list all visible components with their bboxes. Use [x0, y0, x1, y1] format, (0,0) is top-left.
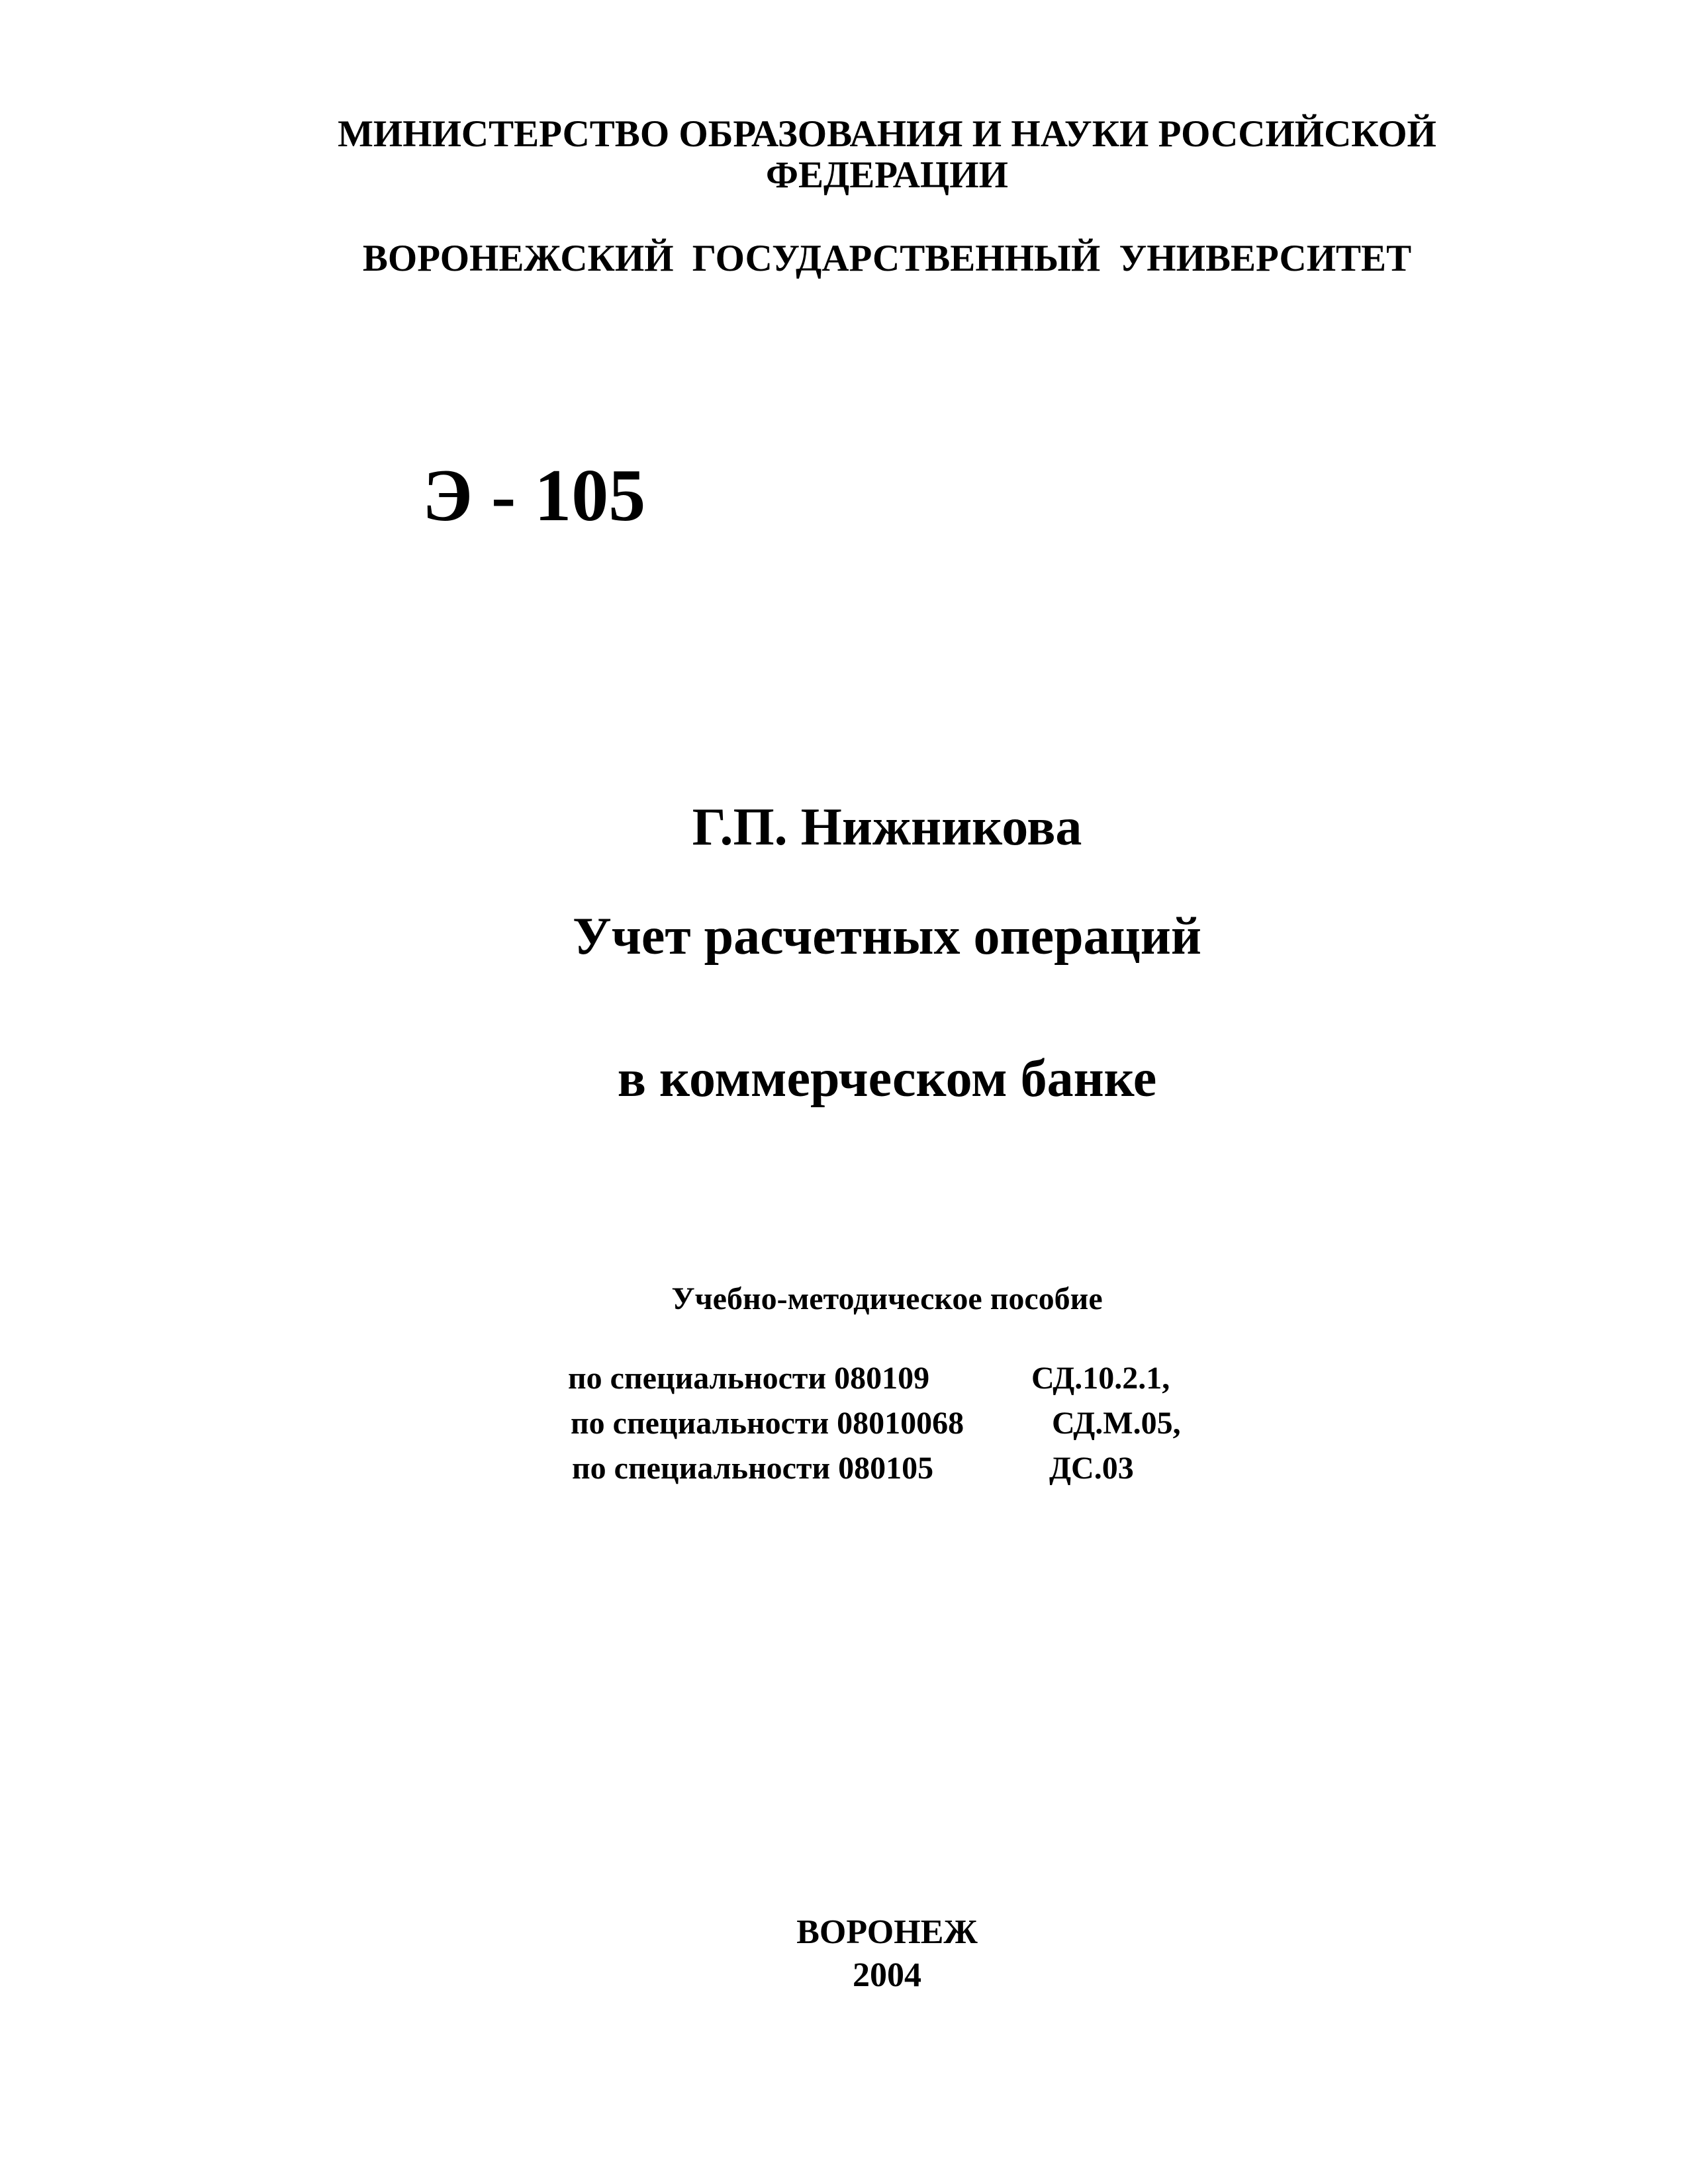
author-name: Г.П. Нижникова [692, 798, 1082, 856]
book-title-line2: в коммерческом банке [617, 1050, 1157, 1108]
university-name: ВОРОНЕЖСКИЙ ГОСУДАРСТВЕННЫЙ УНИВЕРСИТЕТ [362, 238, 1412, 279]
ministry-heading-line1: МИНИСТЕРСТВО ОБРАЗОВАНИЯ И НАУКИ РОССИЙСКОЙ [338, 113, 1436, 155]
specialty-code: СД.10.2.1, [1031, 1361, 1170, 1396]
specialty-label: по специальности 080109 [568, 1361, 930, 1396]
publication-year: 2004 [853, 1956, 921, 1994]
document-code: Э - 105 [422, 455, 646, 537]
specialty-code: ДС.03 [1049, 1451, 1134, 1486]
specialty-label: по специальности 08010068 [571, 1406, 964, 1441]
specialty-code: СД.М.05, [1052, 1406, 1181, 1441]
publication-city: ВОРОНЕЖ [796, 1913, 978, 1951]
book-title-line1: Учет расчетных операций [573, 907, 1201, 966]
ministry-heading-line2: ФЕДЕРАЦИИ [766, 154, 1008, 196]
publication-type: Учебно-методическое пособие [671, 1281, 1103, 1316]
specialty-label: по специальности 080105 [572, 1451, 934, 1486]
